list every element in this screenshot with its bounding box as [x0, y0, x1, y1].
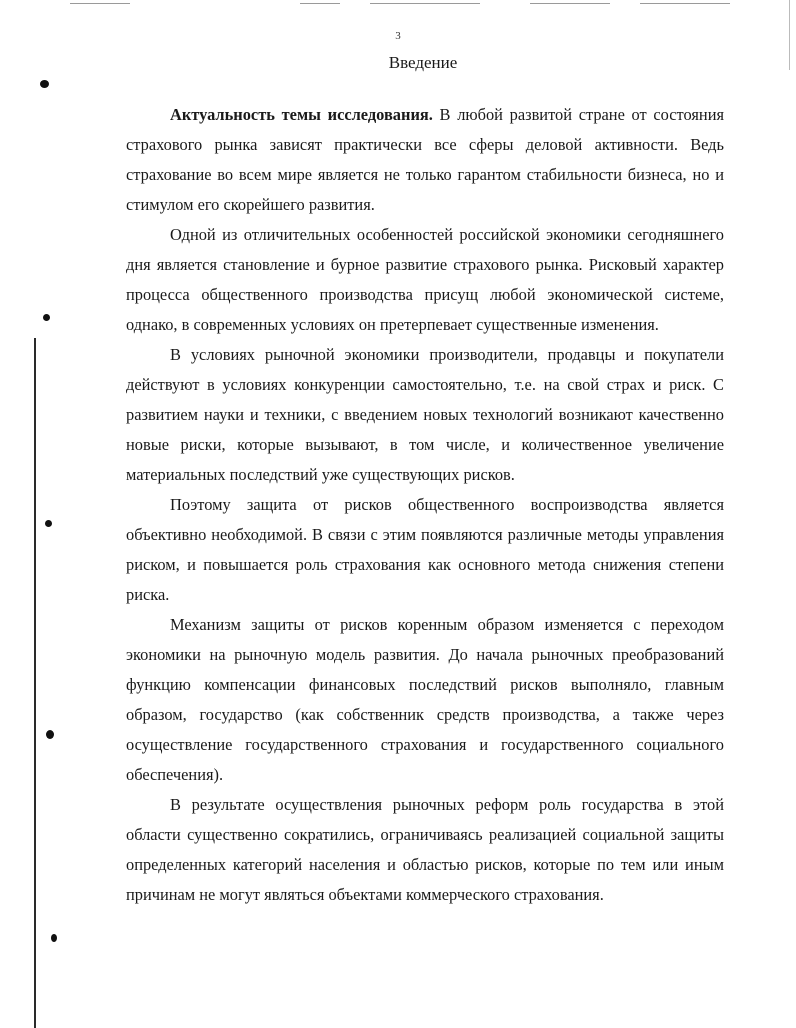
hole-punch-mark [40, 80, 49, 88]
paragraph: В результате осуществления рыночных реформ роль государства в этой области существенно сократились, ограничиваясь реализацией социальной защиты определенных категорий населения и областью рисков, которые по тем или иным причинам не могут являться объектами коммерческого страхования. [126, 795, 724, 904]
paragraph: В условиях рыночной экономики производители, продавцы и покупатели действуют в условиях конкуренции самостоятельно, т.е. на свой страх и риск. С развитием науки и техники, с введением новых технологий возникают качественно новые риски, которые вызывают, в том числе, и количественное увеличение материальных последствий уже существующих рисков. [126, 345, 724, 484]
paragraph: Поэтому защита от рисков общественного воспроизводства является объективно необходимой. В связи с этим появляются различные методы управления риском, и повышается роль страхования как основного метода снижения степени риска. [126, 495, 724, 604]
paragraph: Одной из отличительных особенностей российской экономики сегодняшнего дня является становление и бурное развитие страхового рынка. Рисковый характер процесса общественного производства присущ любой экономической системе, однако, в современных условиях он претерпевает существенные изменения. [126, 225, 724, 334]
document-body [126, 100, 724, 910]
binding-margin-line [34, 338, 36, 1028]
hole-punch-mark [46, 730, 54, 739]
paragraph-text: В любой развитой стране от состояния страхового рынка зависят практически все сферы деловой активности. Ведь страхование во всем мире является не только гарантом стабильности бизнеса, но и стимулом его скорейшего развития. [126, 105, 724, 214]
bold-lead: Актуальность темы исследования. [170, 105, 433, 124]
page-number: 3 [395, 30, 401, 42]
hole-punch-mark [51, 934, 57, 942]
paragraph: Механизм защиты от рисков коренным образом изменяется с переходом экономики на рыночную модель развития. До начала рыночных преобразований функцию компенсации финансовых последствий рисков выполняло, главным образом, государство (как собственник средств производства, а также через осуществление государственного страхования и государственного социального обеспечения). [126, 615, 724, 784]
page-title: Введение [388, 53, 458, 72]
paragraph [126, 100, 724, 220]
scan-top-edge [0, 0, 796, 8]
hole-punch-mark [43, 314, 50, 321]
hole-punch-mark [45, 520, 52, 527]
